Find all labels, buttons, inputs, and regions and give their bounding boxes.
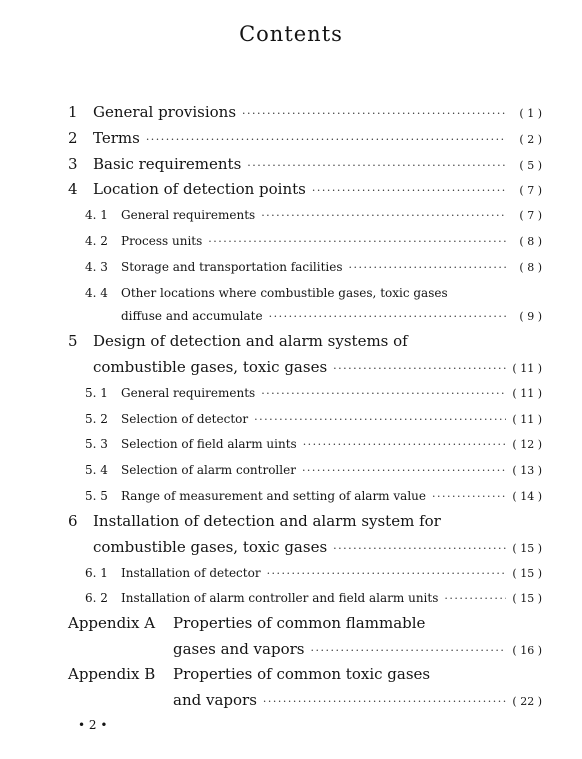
toc-entry-4-2[interactable] <box>85 234 542 248</box>
entry-number: Appendix A <box>68 614 156 632</box>
entry-page: ( 11 ) <box>512 362 542 375</box>
entry-title-continued: combustible gases, toxic gases <box>93 358 328 376</box>
entry-number: 5. 3 <box>85 437 108 451</box>
toc-entry-1[interactable] <box>68 103 542 121</box>
entry-title: Properties of common flammable <box>173 614 426 632</box>
toc-entry-3[interactable] <box>68 155 542 173</box>
entry-title: Location of detection points <box>93 180 306 198</box>
entry-number: 5. 4 <box>85 463 108 477</box>
entry-number: 6 <box>68 512 78 530</box>
dot-leader <box>242 107 506 120</box>
entry-page: ( 8 ) <box>519 235 542 248</box>
dot-leader <box>254 413 506 426</box>
page-title: Contents <box>239 22 343 46</box>
entry-number: 5 <box>68 332 78 350</box>
entry-title: Installation of detection and alarm system for <box>93 512 441 530</box>
entry-title-continued: gases and vapors <box>173 640 305 658</box>
entry-number: 4 <box>68 180 78 198</box>
entry-page: ( 15 ) <box>512 567 542 580</box>
entry-number: 4. 1 <box>85 208 108 222</box>
entry-number: 2 <box>68 129 78 147</box>
toc-entry-4-3[interactable] <box>85 260 542 274</box>
toc-entry-4-4[interactable] <box>121 309 542 323</box>
entry-title: Selection of alarm controller <box>121 463 296 477</box>
entry-title: Storage and transportation facilities <box>121 260 343 274</box>
toc-entry-4[interactable] <box>68 180 542 198</box>
dot-leader <box>349 261 506 274</box>
dot-leader <box>333 362 506 375</box>
entry-title-continued: combustible gases, toxic gases <box>93 538 328 556</box>
dot-leader <box>263 695 506 708</box>
dot-leader <box>269 310 506 323</box>
entry-page: ( 16 ) <box>512 644 542 657</box>
toc-entry-appendix-a[interactable] <box>173 640 542 658</box>
entry-number: 4. 3 <box>85 260 108 274</box>
dot-leader <box>261 387 506 400</box>
dot-leader <box>310 644 506 657</box>
toc-entry-5-5[interactable] <box>85 489 542 503</box>
entry-page: ( 12 ) <box>512 438 542 451</box>
entry-page: ( 15 ) <box>512 592 542 605</box>
entry-title: Installation of alarm controller and field alarm units <box>121 591 439 605</box>
entry-title: Design of detection and alarm systems of <box>93 332 408 350</box>
entry-number: 4. 2 <box>85 234 108 248</box>
entry-number: 5. 1 <box>85 386 108 400</box>
entry-page: ( 15 ) <box>512 542 542 555</box>
entry-page: ( 2 ) <box>519 133 542 146</box>
entry-page: ( 7 ) <box>519 209 542 222</box>
entry-title: Process units <box>121 234 203 248</box>
entry-number: 1 <box>68 103 78 121</box>
entry-page: ( 11 ) <box>512 413 542 426</box>
entry-number: 3 <box>68 155 78 173</box>
entry-title: Other locations where combustible gases, toxic gases <box>121 286 448 300</box>
entry-title-continued: and vapors <box>173 691 257 709</box>
entry-title: Basic requirements <box>93 155 242 173</box>
entry-title-continued: diffuse and accumulate <box>121 309 263 323</box>
dot-leader <box>333 542 506 555</box>
toc-entry-appendix-b[interactable] <box>173 691 542 709</box>
entry-page: ( 14 ) <box>512 490 542 503</box>
entry-page: ( 7 ) <box>519 184 542 197</box>
dot-leader <box>261 209 506 222</box>
toc-entry-5-1[interactable] <box>85 386 542 400</box>
toc-entry-5-2[interactable] <box>85 412 542 426</box>
entry-title: Selection of field alarm uints <box>121 437 297 451</box>
toc-entry-appendix-a-line1[interactable] <box>68 614 425 632</box>
entry-number: 5. 2 <box>85 412 108 426</box>
entry-number: 6. 2 <box>85 591 108 605</box>
entry-number: 5. 5 <box>85 489 108 503</box>
toc-entry-5-line1[interactable] <box>68 332 408 350</box>
toc-entry-2[interactable] <box>68 129 542 147</box>
toc-entry-4-4-line1[interactable] <box>85 286 448 300</box>
entry-page: ( 5 ) <box>519 159 542 172</box>
dot-leader <box>267 567 506 580</box>
entry-title: Selection of detector <box>121 412 249 426</box>
entry-title: Range of measurement and setting of alarm value <box>121 489 426 503</box>
entry-page: ( 22 ) <box>512 695 542 708</box>
dot-leader <box>146 133 506 146</box>
entry-title: General requirements <box>121 208 256 222</box>
dot-leader <box>303 438 506 451</box>
entry-number: 4. 4 <box>85 286 108 300</box>
entry-page: ( 9 ) <box>519 310 542 323</box>
toc-entry-6[interactable] <box>93 538 542 556</box>
toc-entry-5-4[interactable] <box>85 463 542 477</box>
entry-number: 6. 1 <box>85 566 108 580</box>
entry-title: Properties of common toxic gases <box>173 665 431 683</box>
page-number: • 2 • <box>78 718 108 732</box>
toc-entry-5-3[interactable] <box>85 437 542 451</box>
entry-title: General requirements <box>121 386 256 400</box>
toc-entry-6-line1[interactable] <box>68 512 441 530</box>
dot-leader <box>247 159 506 172</box>
toc-entry-appendix-b-line1[interactable] <box>68 665 430 683</box>
toc-entry-6-1[interactable] <box>85 566 542 580</box>
entry-page: ( 11 ) <box>512 387 542 400</box>
entry-title: Installation of detector <box>121 566 261 580</box>
dot-leader <box>444 592 506 605</box>
entry-number: Appendix B <box>68 665 156 683</box>
entry-page: ( 1 ) <box>519 107 542 120</box>
toc-entry-5[interactable] <box>93 358 542 376</box>
entry-page: ( 13 ) <box>512 464 542 477</box>
toc-entry-6-2[interactable] <box>85 591 542 605</box>
toc-entry-4-1[interactable] <box>85 208 542 222</box>
dot-leader <box>208 235 506 248</box>
entry-title: General provisions <box>93 103 237 121</box>
dot-leader <box>302 464 506 477</box>
dot-leader <box>312 184 506 197</box>
dot-leader <box>432 490 506 503</box>
entry-page: ( 8 ) <box>519 261 542 274</box>
entry-title: Terms <box>93 129 140 147</box>
